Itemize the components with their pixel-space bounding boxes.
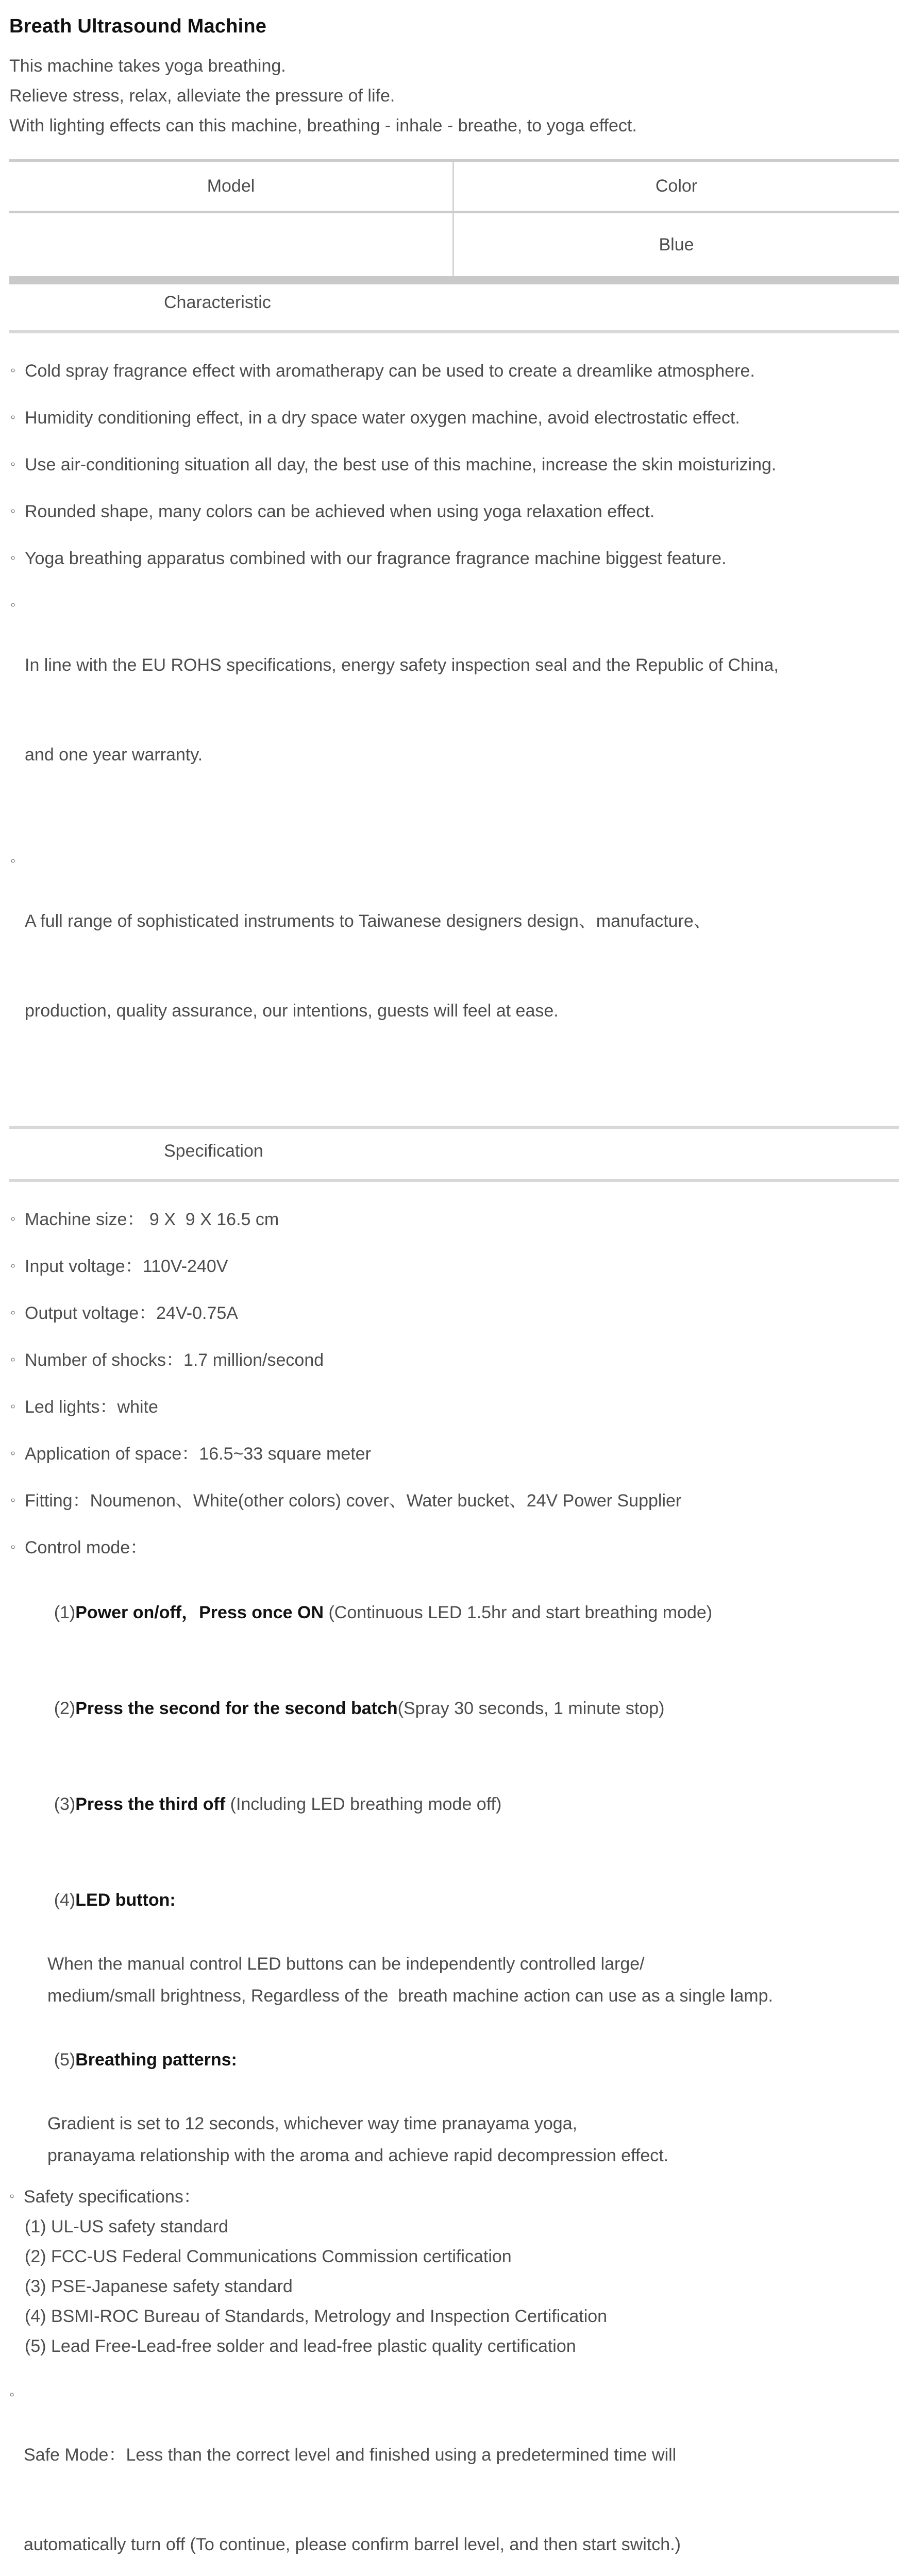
control-mode-detail-line: medium/small brightness, Regardless of the breath machine action can use as a single lamp. (47, 1986, 773, 2006)
characteristic-item (10, 590, 899, 829)
specification-item (10, 1345, 899, 1375)
bullet-icon: ◦ (10, 550, 16, 566)
specification-item-text: Number of shocks：1.7 million/second (25, 1350, 324, 1370)
characteristic-item-text: Use air-conditioning situation all day, the best use of this machine, increase the skin moisturizing. (25, 455, 777, 474)
control-mode-step (25, 1756, 899, 1852)
step-bold-text: Press the third off (75, 1794, 226, 1814)
bullet-icon: ◦ (10, 1492, 16, 1509)
characteristic-item (10, 846, 899, 1086)
step-number: (2) (54, 1699, 76, 1718)
specification-item-text: Application of space：16.5~33 square meter (25, 1444, 371, 1464)
control-mode-step (25, 1852, 899, 1948)
specification-item (10, 1251, 899, 1281)
step-detail-text: (Continuous LED 1.5hr and start breathing mode) (324, 1603, 713, 1622)
color-column-header: Color (655, 176, 698, 196)
safety-label-item (9, 2182, 899, 2212)
bullet-icon: ◦ (10, 1351, 16, 1368)
step-bold-text: Breathing patterns: (75, 2050, 237, 2070)
intro-line-3: With lighting effects can this machine, breathing - inhale - breathe, to yoga effect. (9, 116, 637, 135)
intro-paragraph (9, 51, 899, 141)
bullet-icon: ◦ (10, 409, 16, 426)
step-number: (1) (54, 1603, 76, 1622)
specification-item-text: Control mode： (25, 1538, 148, 1557)
step-detail-text: (Spray 30 seconds, 1 minute stop) (397, 1699, 665, 1718)
specification-item (10, 1439, 899, 1469)
characteristic-item (10, 403, 899, 433)
step-detail-text: (Including LED breathing mode off) (225, 1794, 502, 1814)
specification-item-text: Output voltage：24V-0.75A (25, 1303, 238, 1323)
specification-item-text: Input voltage：110V-240V (25, 1257, 228, 1276)
safety-item: (2) FCC-US Federal Communications Commission certification (25, 2247, 512, 2266)
specification-item (10, 1298, 899, 1328)
step-number: (5) (54, 2050, 76, 2070)
bullet-icon: ◦ (10, 1398, 16, 1415)
specification-item-text: Fitting：Noumenon、White(other colors) cover、Water bucket、24V Power Supplier (25, 1491, 682, 1511)
safety-label-text: Safety specifications： (24, 2187, 201, 2207)
control-mode-detail-line: Gradient is set to 12 seconds, whichever way time pranayama yoga, (47, 2114, 578, 2133)
safe-mode-line: automatically turn off (To continue, please confirm barrel level, and then start switch.) (24, 2535, 681, 2554)
characteristic-item (10, 356, 899, 386)
safety-item: (5) Lead Free-Lead-free solder and lead-free plastic quality certification (25, 2336, 576, 2356)
specification-item (10, 1392, 899, 1422)
safe-mode-line: Safe Mode：Less than the correct level and finished using a predetermined time will (24, 2445, 677, 2465)
characteristic-list (9, 333, 899, 1086)
characteristic-item-text: Rounded shape, many colors can be achieved when using yoga relaxation effect. (25, 502, 655, 521)
characteristic-item-line: A full range of sophisticated instruments to Taiwanese designers design、manufacture、 (25, 911, 711, 931)
control-mode-step (25, 1565, 899, 1660)
model-value-cell (9, 213, 454, 276)
color-value-cell: Blue (659, 234, 694, 255)
characteristic-item-text: Cold spray fragrance effect with aromatherapy can be used to create a dreamlike atmosphere. (25, 361, 755, 381)
bullet-icon: ◦ (10, 597, 16, 613)
specification-item-text: Machine size： 9 X 9 X 16.5 cm (25, 1210, 279, 1229)
bullet-icon: ◦ (10, 1539, 16, 1555)
bullet-icon: ◦ (9, 2188, 15, 2205)
characteristic-item-line: and one year warranty. (25, 745, 203, 765)
step-bold-text: Power on/off，Press once ON (75, 1603, 324, 1622)
characteristic-item-text (25, 590, 899, 829)
control-mode-steps (25, 1565, 899, 2172)
step-bold-text: Press the second for the second batch (75, 1699, 398, 1718)
characteristic-item-text (25, 846, 899, 1086)
bullet-icon: ◦ (10, 1211, 16, 1227)
specification-item-text: Led lights：white (25, 1397, 158, 1417)
characteristic-item (10, 497, 899, 527)
specification-item (10, 1486, 899, 1516)
control-mode-step (25, 2012, 899, 2108)
characteristic-section-heading: Characteristic (9, 284, 899, 333)
safety-item: (1) UL-US safety standard (25, 2217, 228, 2236)
bullet-icon: ◦ (10, 456, 16, 472)
characteristic-item-text: Humidity conditioning effect, in a dry space water oxygen machine, avoid electrostatic effect. (25, 408, 740, 428)
control-mode-detail-line: pranayama relationship with the aroma and achieve rapid decompression effect. (47, 2146, 669, 2165)
model-column-header: Model (9, 162, 454, 211)
safe-mode-text (24, 2380, 899, 2576)
bullet-icon: ◦ (10, 503, 16, 519)
step-bold-text: LED button: (75, 1890, 176, 1910)
safe-mode-note (9, 2380, 899, 2576)
specification-item (10, 1205, 899, 1234)
step-number: (4) (54, 1890, 76, 1910)
table-value-row (9, 213, 899, 276)
page-title: Breath Ultrasound Machine (9, 15, 267, 37)
table-bottom-bar (9, 276, 899, 284)
intro-line-1: This machine takes yoga breathing. (9, 56, 286, 76)
bullet-icon: ◦ (10, 1258, 16, 1274)
safety-items (25, 2212, 899, 2361)
table-header-row (9, 162, 899, 213)
bullet-icon: ◦ (9, 2386, 15, 2403)
intro-line-2: Relieve stress, relax, alleviate the pressure of life. (9, 86, 395, 106)
specification-section-heading: Specification (9, 1126, 899, 1182)
bullet-icon: ◦ (10, 1445, 16, 1462)
specification-item-control-mode (10, 1533, 899, 1563)
characteristic-item-text: Yoga breathing apparatus combined with our fragrance fragrance machine biggest feature. (25, 549, 727, 568)
product-spec-table (9, 159, 899, 284)
safety-specifications-block (9, 2182, 899, 2361)
control-mode-step (25, 1660, 899, 1756)
characteristic-item (10, 544, 899, 573)
step-number: (3) (54, 1794, 76, 1814)
characteristic-item (10, 450, 899, 480)
characteristic-item-line: In line with the EU ROHS specifications, energy safety inspection seal and the Republic of China, (25, 655, 779, 675)
safety-item: (3) PSE-Japanese safety standard (25, 2277, 293, 2296)
bullet-icon: ◦ (10, 1304, 16, 1321)
specification-list (9, 1182, 899, 1563)
bullet-icon: ◦ (10, 853, 16, 869)
bullet-icon: ◦ (10, 362, 16, 379)
safety-item: (4) BSMI-ROC Bureau of Standards, Metrology and Inspection Certification (25, 2307, 608, 2326)
characteristic-item-line: production, quality assurance, our intentions, guests will feel at ease. (25, 1001, 559, 1021)
control-mode-detail-line: When the manual control LED buttons can be independently controlled large/ (47, 1954, 645, 1974)
